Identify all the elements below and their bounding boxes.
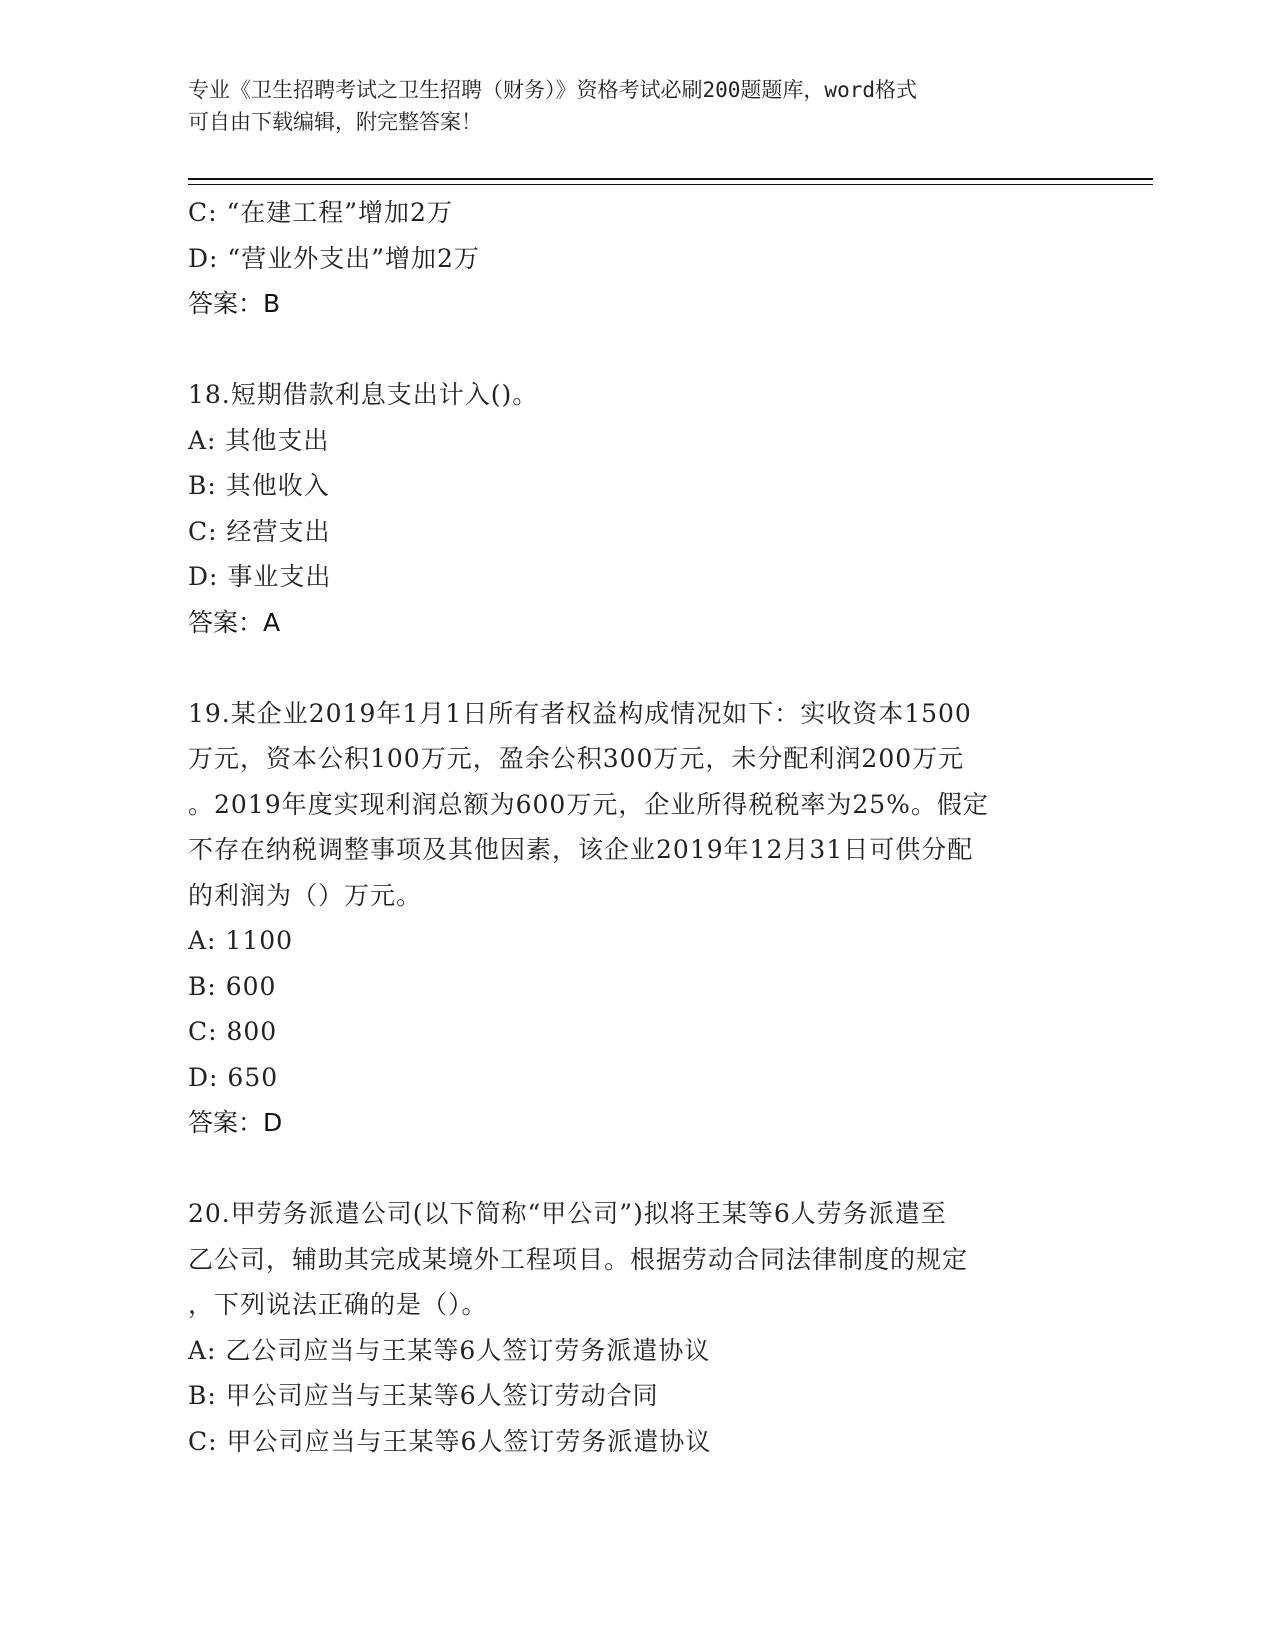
question-list	[188, 190, 1088, 1464]
stem-line: 不存在纳税调整事项及其他因素，该企业2019年12月31日可供分配	[188, 835, 974, 864]
stem-line: 乙公司，辅助其完成某境外工程项目。根据劳动合同法律制度的规定	[188, 1244, 969, 1274]
spacer	[188, 327, 1088, 373]
spacer	[188, 645, 1088, 691]
answer-line: 答案：B	[188, 289, 281, 318]
question-18	[188, 372, 1088, 645]
stem-line: 19.某企业2019年1月1日所有者权益构成情况如下：实收资本1500	[188, 698, 972, 728]
option-d: D: “营业外支出”增加2万	[188, 243, 480, 273]
question-stem	[188, 1191, 1088, 1328]
header-line-1: 专业《卫生招聘考试之卫生招聘（财务）》资格考试必刷200题题库，word格式	[188, 78, 917, 102]
question-19	[188, 691, 1088, 1146]
option-c: C: “在建工程”增加2万	[188, 198, 453, 227]
question-stem: 18.短期借款利息支出计入()。	[188, 380, 539, 409]
option-c: C: 甲公司应当与王某等6人签订劳务派遣协议	[188, 1426, 712, 1456]
option-a: A: 1100	[188, 926, 294, 955]
stem-line: 20.甲劳务派遣公司(以下简称“甲公司”)拟将王某等6人劳务派遣至	[188, 1199, 947, 1228]
stem-line: 的利润为（）万元。	[188, 880, 423, 910]
option-b: B: 其他收入	[188, 471, 330, 500]
question-20	[188, 1191, 1088, 1464]
option-c: C: 800	[188, 1017, 278, 1046]
spacer	[188, 1146, 1088, 1192]
option-c: C: 经营支出	[188, 516, 331, 546]
question-17-tail	[188, 190, 1088, 327]
option-a: A: 乙公司应当与王某等6人签订劳务派遣协议	[188, 1335, 711, 1365]
option-d: D: 650	[188, 1062, 279, 1092]
question-stem	[188, 691, 1088, 919]
stem-line: ，下列说法正确的是（）。	[188, 1290, 488, 1319]
option-d: D: 事业支出	[188, 562, 332, 591]
answer-line: 答案：A	[188, 607, 281, 637]
option-b: B: 600	[188, 971, 277, 1001]
header-rule-thin	[188, 184, 1153, 185]
stem-line: 。2019年度实现利润总额为600万元，企业所得税税率为25%。假定	[188, 789, 989, 819]
option-b: B: 甲公司应当与王某等6人签订劳动合同	[188, 1381, 659, 1410]
stem-line: 万元，资本公积100万元，盈余公积300万元，未分配利润200万元	[188, 744, 965, 773]
header-line-2: 可自由下载编辑，附完整答案！	[188, 110, 482, 134]
document-header	[188, 74, 1068, 138]
header-rule-thick	[188, 178, 1153, 180]
answer-line: 答案：D	[188, 1108, 283, 1137]
option-a: A: 其他支出	[188, 425, 330, 455]
